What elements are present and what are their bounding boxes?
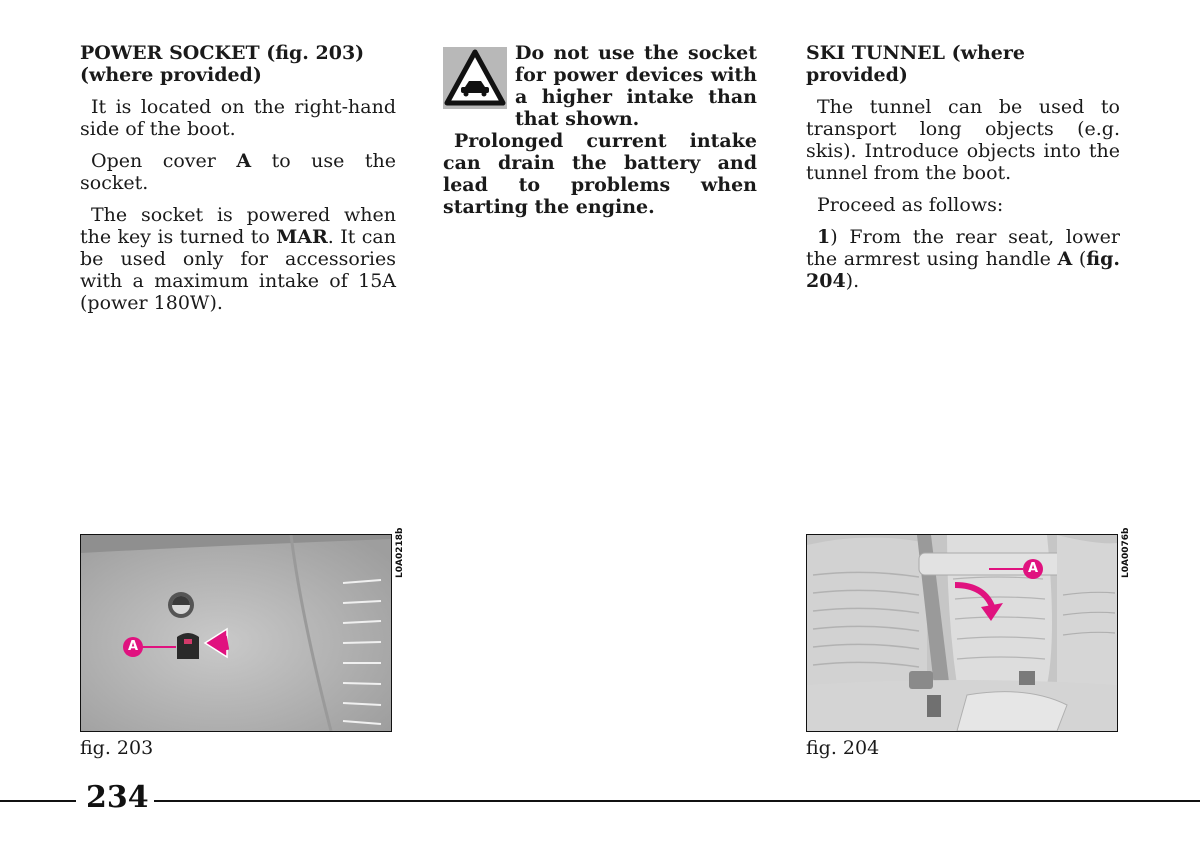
bold-text: A xyxy=(236,150,252,172)
text-run: to use the socket. xyxy=(80,150,396,194)
figure-203-caption: fig. 203 xyxy=(80,737,154,759)
section-heading-ski-tunnel: SKI TUNNEL (where provided) xyxy=(806,42,1025,86)
warning-text-2 xyxy=(443,130,757,218)
figure-203-code: L0A0218b xyxy=(395,527,405,578)
step-number: 1 xyxy=(817,226,831,248)
callout-label-a: A xyxy=(1027,561,1039,576)
paragraph-text: The tunnel can be used to transport long objects (e.g. skis). Introduce objects into the tunnel from the boot. xyxy=(806,96,1120,184)
heading-line-2: (where provided) xyxy=(80,64,262,86)
text-run: Open cover xyxy=(91,150,237,172)
text-run: ) From the rear seat, lower the armrest using handle xyxy=(806,226,1120,270)
paragraph-text: Proceed as follows: xyxy=(817,194,1004,216)
bold-text: MAR xyxy=(276,226,328,248)
figure-204-code: L0A0076b xyxy=(1121,527,1131,578)
text-run: ). xyxy=(845,270,860,292)
page-number: 234 xyxy=(86,780,149,815)
heading-line-1: POWER SOCKET (fig. 203) xyxy=(80,42,365,64)
boot-panel-illustration xyxy=(81,535,391,731)
car-warning-triangle-icon xyxy=(443,47,507,109)
text-run: ( xyxy=(1072,248,1087,270)
text-run: The socket is powered when the key is turned to xyxy=(80,204,396,248)
paragraph-tunnel-use xyxy=(806,96,1120,184)
figure-204-rear-seat xyxy=(806,534,1118,732)
paragraph-step-1 xyxy=(806,226,1120,292)
warning-block xyxy=(443,42,757,218)
section-heading-power-socket xyxy=(80,42,396,86)
warning-sentence: Prolonged current intake can drain the battery and lead to problems when starting the engine. xyxy=(443,130,757,218)
text-run: . It can be used only for accessories with a maximum intake of 15A (power 180W). xyxy=(80,226,397,314)
paragraph-powered xyxy=(80,204,396,314)
paragraph-open-cover xyxy=(80,150,396,194)
footer-rule-right xyxy=(154,800,1200,802)
paragraph-proceed xyxy=(806,194,1120,216)
warning-sentence: Do not use the socket for power devices with a higher intake than that shown. xyxy=(515,42,757,130)
rear-seat-illustration xyxy=(807,535,1117,731)
figure-203-power-socket xyxy=(80,534,392,732)
callout-label-a: A xyxy=(127,639,139,654)
left-column xyxy=(80,42,396,314)
figure-204-caption: fig. 204 xyxy=(806,737,880,759)
figure-reference: fig. 204 xyxy=(806,248,1121,292)
paragraph-location xyxy=(80,96,396,140)
paragraph-text: It is located on the right-hand side of the boot. xyxy=(80,96,396,140)
right-column xyxy=(806,42,1120,292)
footer-rule-left xyxy=(0,800,76,802)
bold-text: A xyxy=(1057,248,1073,270)
